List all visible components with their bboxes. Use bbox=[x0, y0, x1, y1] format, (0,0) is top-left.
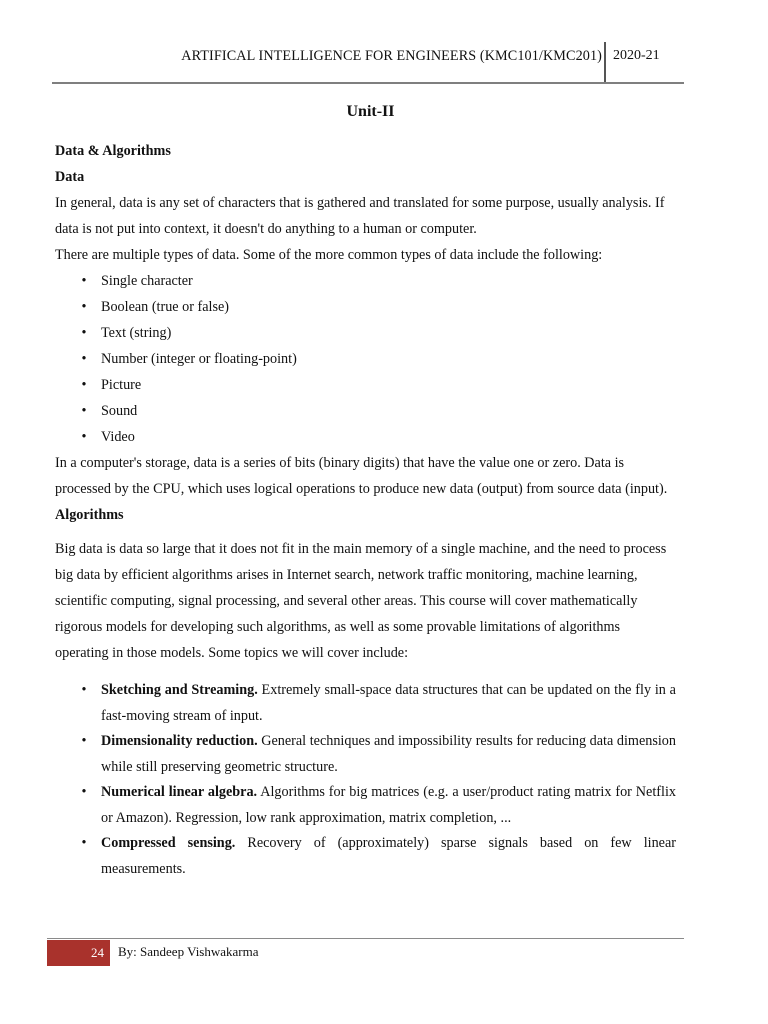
topic-title: Sketching and Streaming. bbox=[101, 682, 258, 698]
list-item bbox=[55, 424, 676, 450]
topic-text: Algorithms for big matrices (e.g. a user/product rating matrix for Netflix or Amazon). Regression, low rank approximation, matrix completion, ... bbox=[101, 784, 676, 826]
list-item bbox=[55, 780, 676, 831]
bullet-icon: • bbox=[81, 429, 87, 445]
section-heading-data-algorithms: Data & Algorithms bbox=[55, 143, 171, 159]
bullet-icon: • bbox=[81, 733, 87, 749]
topic-text: General techniques and impossibility results for reducing data dimension while still preserving geometric structure. bbox=[101, 733, 676, 775]
paragraph-big-data: Big data is data so large that it does not fit in the main memory of a single machine, and the need to process big data by efficient algorithms arises in Internet search, network traffic monitoring, machine learning, scientific computing, signal processing, and several other areas. This course will cover mathematically rigorous models for developing such algorithms, as well as some provable limitations of algorithms operating in those models. Some topics we will cover include: bbox=[55, 541, 667, 661]
list-item bbox=[55, 294, 676, 320]
list-item-text: Boolean (true or false) bbox=[101, 299, 230, 315]
bullet-icon: • bbox=[81, 299, 87, 315]
page-number: 24 bbox=[47, 940, 110, 966]
bullet-icon: • bbox=[81, 403, 87, 419]
list-item bbox=[55, 678, 676, 729]
list-item-text: Sound bbox=[101, 403, 138, 419]
footer-author: By: Sandeep Vishwakarma bbox=[118, 944, 259, 959]
list-item bbox=[55, 398, 676, 424]
section-heading-algorithms: Algorithms bbox=[55, 507, 124, 523]
topic-title: Numerical linear algebra. bbox=[101, 784, 258, 800]
list-item-text: Text (string) bbox=[101, 325, 172, 341]
bullet-icon: • bbox=[81, 273, 87, 289]
paragraph-data-storage: In a computer's storage, data is a series of bits (binary digits) that have the value one or zero. Data is processed by the CPU, which uses logical operations to produce new data (output) from source data (input). bbox=[55, 455, 668, 497]
unit-title: Unit-II bbox=[346, 103, 395, 120]
bullet-icon: • bbox=[81, 682, 87, 698]
topic-title: Compressed sensing. bbox=[101, 835, 236, 851]
paragraph-data-types-intro: There are multiple types of data. Some of the more common types of data include the following: bbox=[55, 247, 603, 263]
data-types-list bbox=[55, 268, 676, 450]
list-item bbox=[55, 831, 676, 882]
list-item-text: Video bbox=[101, 429, 135, 445]
list-item-text: Single character bbox=[101, 273, 193, 289]
list-item-text: Picture bbox=[101, 377, 142, 393]
page-content bbox=[55, 98, 676, 882]
header-divider bbox=[604, 42, 606, 82]
list-item-text: Number (integer or floating-point) bbox=[101, 351, 297, 367]
header-year: 2020-21 bbox=[613, 48, 660, 63]
topic-text: Extremely small-space data structures that can be updated on the fly in a fast-moving stream of input. bbox=[101, 682, 676, 724]
topic-title: Dimensionality reduction. bbox=[101, 733, 258, 749]
page-footer bbox=[47, 938, 684, 967]
list-item bbox=[55, 346, 676, 372]
subheading-data: Data bbox=[55, 169, 85, 185]
bullet-icon: • bbox=[81, 377, 87, 393]
list-item bbox=[55, 320, 676, 346]
page-header bbox=[52, 40, 684, 84]
header-title: ARTIFICAL INTELLIGENCE FOR ENGINEERS (KMC101/KMC201) bbox=[181, 48, 602, 64]
bullet-icon: • bbox=[81, 325, 87, 341]
bullet-icon: • bbox=[81, 835, 87, 851]
topics-list bbox=[55, 678, 676, 882]
bullet-icon: • bbox=[81, 784, 87, 800]
bullet-icon: • bbox=[81, 351, 87, 367]
topic-text: Recovery of (approximately) sparse signals based on few linear measurements. bbox=[101, 835, 676, 877]
list-item bbox=[55, 729, 676, 780]
paragraph-data-definition: In general, data is any set of characters that is gathered and translated for some purpose, usually analysis. If data is not put into context, it doesn't do anything to a human or computer. bbox=[55, 195, 665, 237]
list-item bbox=[55, 372, 676, 398]
list-item bbox=[55, 268, 676, 294]
